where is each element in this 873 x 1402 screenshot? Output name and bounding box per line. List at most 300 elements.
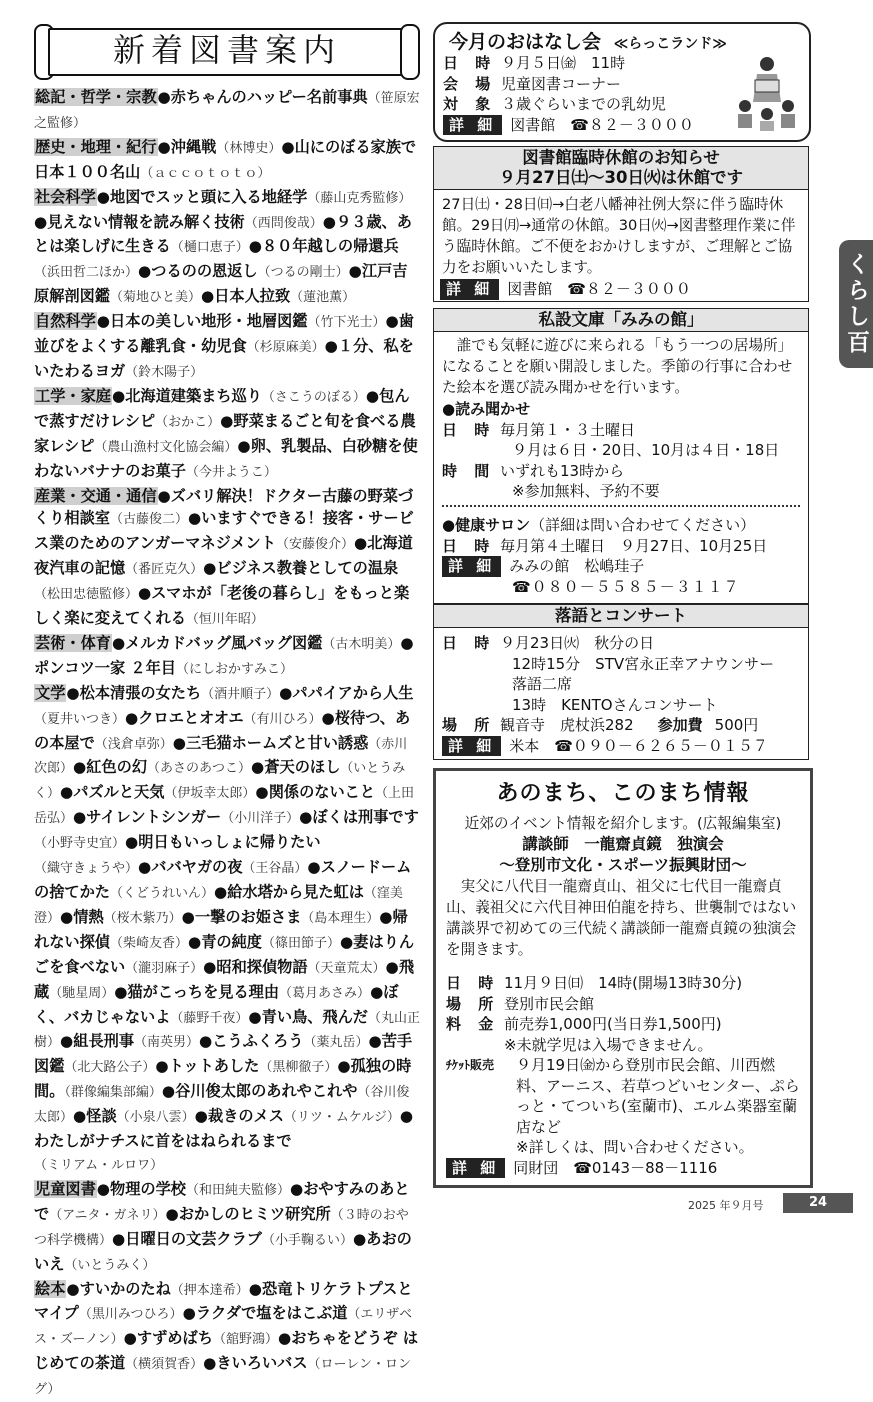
book-title: 物理の学校 bbox=[110, 1180, 186, 1198]
new-books-banner bbox=[34, 22, 420, 80]
category-heading: 絵本 bbox=[34, 1280, 66, 1298]
book-author: （古藤俊二） bbox=[110, 512, 188, 527]
bullet-icon: ● bbox=[158, 487, 171, 505]
bullet-icon: ● bbox=[386, 958, 399, 976]
closure-title: 図書館臨時休館のお知らせ bbox=[434, 148, 808, 168]
book-author: （エリザベス・ズーノン） bbox=[34, 1307, 412, 1347]
book-author: （さこうのぼる） bbox=[262, 390, 366, 405]
bullet-icon: ● bbox=[203, 958, 216, 976]
book-author: （藤山克秀監修） bbox=[307, 191, 411, 206]
book-category bbox=[34, 186, 420, 311]
bullet-icon: ● bbox=[114, 983, 127, 1001]
book-title: ズバリ解決！ドクター古藤の野菜づくり相談室 bbox=[34, 487, 413, 528]
bullet-icon: ● bbox=[368, 1032, 381, 1050]
book-author: （小野寺史宜） bbox=[34, 836, 125, 851]
book-title: 飛蔵 bbox=[34, 958, 414, 1001]
event-detail: 同財団 ☎0143－88－1116 bbox=[513, 1159, 717, 1177]
book-title: おやすみのあとで bbox=[34, 1180, 410, 1223]
book-category bbox=[34, 485, 420, 632]
book-author: （瀧羽麻子） bbox=[125, 961, 203, 976]
rakugo-fee: 500円 bbox=[715, 716, 759, 734]
bullet-icon: ● bbox=[379, 908, 392, 926]
bullet-icon: ● bbox=[255, 783, 268, 801]
bullet-icon: ● bbox=[214, 883, 227, 901]
bullet-icon: ● bbox=[199, 1032, 212, 1050]
bullet-icon: ● bbox=[299, 808, 312, 826]
book-title: ポンコツ一家 ２年目 bbox=[34, 659, 176, 677]
event-fee-note: ※未就学児は入場できません。 bbox=[446, 1035, 802, 1056]
closure-detail-label: 詳 細 bbox=[440, 279, 499, 300]
bullet-icon: ● bbox=[251, 758, 264, 776]
book-author: （樋口恵子） bbox=[171, 240, 249, 255]
bullet-icon: ● bbox=[124, 1329, 137, 1347]
category-heading: 産業・交通・通信 bbox=[34, 487, 158, 505]
book-title: 桜待つ、あの本屋で bbox=[34, 709, 410, 752]
storytime-target-label: 対 象 bbox=[443, 94, 501, 115]
book-title: ババヤガの夜 bbox=[151, 858, 242, 876]
bullet-icon: ● bbox=[66, 1280, 79, 1298]
bullet-icon: ● bbox=[138, 584, 151, 602]
book-title: おかしのヒミツ研究所 bbox=[179, 1205, 331, 1223]
book-title: いますぐできる！接客・サービス業のためのアンガーマネジメント bbox=[34, 509, 414, 552]
book-title: スノードームの捨てかた bbox=[34, 858, 411, 901]
book-author: （安藤俊介） bbox=[276, 537, 354, 552]
reading-title: ●読み聞かせ bbox=[442, 399, 779, 420]
book-author: （篠田節子） bbox=[262, 936, 340, 951]
local-info-title: あのまち、このまち情報 bbox=[436, 777, 810, 811]
book-title: 青の純度 bbox=[201, 933, 262, 951]
book-title: ラクダで塩をはこぶ道 bbox=[196, 1304, 348, 1322]
bullet-icon: ● bbox=[279, 684, 292, 702]
event-sub: ～登別市文化・スポーツ振興財団～ bbox=[436, 855, 810, 876]
book-author: （南英男） bbox=[134, 1035, 199, 1050]
book-author: （つるの剛士） bbox=[258, 265, 349, 280]
book-author: （恒川年昭） bbox=[186, 612, 264, 627]
bullet-icon: ● bbox=[323, 213, 336, 231]
book-author: （葛月あさみ） bbox=[279, 986, 370, 1001]
storytime-subtitle: ≪らっこランド≫ bbox=[614, 36, 727, 52]
book-author: （和田純夫監修） bbox=[186, 1183, 290, 1198]
closure-box bbox=[433, 146, 809, 302]
category-heading: 自然科学 bbox=[34, 312, 97, 330]
mimi-box bbox=[433, 308, 809, 604]
book-author: （上田岳弘） bbox=[34, 786, 414, 826]
book-title: ぼく、バカじゃないよ bbox=[34, 983, 399, 1026]
book-category bbox=[34, 682, 420, 1178]
book-title: 帰れない探偵 bbox=[34, 908, 408, 951]
bullet-icon: ● bbox=[340, 933, 353, 951]
bullet-icon: ● bbox=[155, 1057, 168, 1075]
bullet-icon: ● bbox=[112, 1230, 125, 1248]
mimi-intro: 誰でも気軽に遊びに来られる「もう一つの居場所」になることを願い開設しました。季節の行事に合わせた絵本を選び読み聞かせを行います。 bbox=[442, 335, 802, 398]
mimi-detail-label: 詳 細 bbox=[442, 556, 501, 577]
book-title: すずめばち bbox=[137, 1329, 213, 1347]
book-title: 北海道建築まち巡り bbox=[125, 387, 262, 405]
book-author: （アニタ・ガネリ） bbox=[49, 1208, 165, 1223]
book-title: わたしがナチスに首をはねられるまで bbox=[34, 1132, 292, 1150]
book-title: 関係のないこと bbox=[269, 783, 375, 801]
reading-date-label: 日 時 bbox=[442, 420, 500, 441]
bullet-icon: ● bbox=[220, 412, 233, 430]
bullet-icon: ● bbox=[290, 1180, 303, 1198]
category-heading: 総記・哲学・宗教 bbox=[34, 88, 158, 106]
storytime-box bbox=[433, 22, 811, 142]
book-author: （天童荒太） bbox=[308, 961, 386, 976]
book-title: 一撃のお姫さま bbox=[195, 908, 301, 926]
reading-date: 毎月第１・３土曜日 bbox=[500, 421, 635, 439]
book-author: （王谷晶） bbox=[242, 861, 307, 876]
storytelling-illustration-icon bbox=[735, 54, 797, 132]
bullet-icon: ● bbox=[97, 1180, 110, 1198]
book-category bbox=[34, 632, 420, 682]
storytime-target: ３歳ぐらいまでの乳幼児 bbox=[501, 95, 666, 113]
book-title: クロエとオオエ bbox=[138, 709, 243, 727]
category-heading: 歴史・地理・紀行 bbox=[34, 138, 158, 156]
book-title: 地図でスッと頭に入る地経学 bbox=[110, 188, 307, 206]
book-title: 苦手図鑑 bbox=[34, 1032, 412, 1075]
book-author: （群像編集部編） bbox=[64, 1085, 162, 1100]
book-title: サイレントシンガー bbox=[86, 808, 221, 826]
bullet-icon: ● bbox=[188, 509, 201, 527]
bullet-icon: ● bbox=[34, 213, 47, 231]
book-author: （リツ・ムケルジ） bbox=[284, 1110, 400, 1125]
bullet-icon: ● bbox=[125, 833, 138, 851]
book-author: （いとうみく） bbox=[64, 1258, 155, 1273]
bullet-icon: ● bbox=[60, 783, 73, 801]
category-heading: 芸術・体育 bbox=[34, 634, 112, 652]
mimi-divider bbox=[442, 505, 800, 507]
rakugo-place: 観音寺 虎杖浜282 bbox=[500, 716, 634, 734]
book-title: あおのいえ bbox=[34, 1230, 412, 1273]
book-title: メルカドバッグ風バッグ図鑑 bbox=[125, 634, 322, 652]
book-author: （小泉八雲） bbox=[117, 1110, 195, 1125]
book-author: （浅倉卓弥） bbox=[95, 737, 173, 752]
book-author: （有川ひろ） bbox=[244, 712, 322, 727]
book-title: 日曜日の文芸クラブ bbox=[125, 1230, 262, 1248]
ticket-label: ﾁｹｯﾄ販売 bbox=[446, 1055, 516, 1137]
book-title: 歯並びをよくする離乳食・幼児食 bbox=[34, 312, 414, 355]
local-info-box bbox=[433, 768, 813, 1188]
rakugo-box bbox=[433, 604, 809, 760]
event-place: 登別市民会館 bbox=[504, 995, 594, 1013]
closure-body: 27日㈯・28日㈰→白老八幡神社例大祭に伴う臨時休館。29日㈪→通常の休館。30日㈫→図書整理作業に伴う臨時休館。ご不便をおかけしますが、ご理解とご協力をお願いいたします。 bbox=[442, 194, 802, 278]
bullet-icon: ● bbox=[112, 634, 125, 652]
book-title: 山にのぼる家族で日本１００名山 bbox=[34, 138, 416, 181]
book-author: （番匠克久） bbox=[125, 562, 203, 577]
book-author: （舘野鴻） bbox=[213, 1332, 278, 1347]
reading-note: ※参加無料、予約不要 bbox=[442, 481, 779, 502]
book-author: （赤川次郎） bbox=[34, 737, 407, 777]
book-title: きいろいバス bbox=[216, 1354, 307, 1372]
bullet-icon: ● bbox=[66, 684, 79, 702]
rakugo-fee-label: 参加費 bbox=[658, 716, 703, 734]
bullet-icon: ● bbox=[60, 908, 73, 926]
bullet-icon: ● bbox=[248, 1008, 261, 1026]
book-title: 青い鳥、飛んだ bbox=[262, 1008, 368, 1026]
book-author: （おかこ） bbox=[155, 415, 220, 430]
book-author: （林博史） bbox=[216, 141, 281, 156]
event-date-label: 日 時 bbox=[446, 973, 504, 994]
bullet-icon: ● bbox=[400, 634, 413, 652]
book-title: 情熱 bbox=[73, 908, 103, 926]
category-heading: 文学 bbox=[34, 684, 66, 702]
bullet-icon: ● bbox=[249, 1280, 262, 1298]
rakugo-place-label: 場 所 bbox=[442, 715, 500, 736]
closure-detail: 図書館 ☎８２－３０００ bbox=[507, 280, 691, 298]
book-title: ９３歳、あとは楽しげに生きる bbox=[34, 213, 412, 256]
book-author: （蓮池薫） bbox=[290, 290, 355, 305]
bullet-icon: ● bbox=[203, 559, 216, 577]
salon-note: （詳細は問い合わせてください） bbox=[530, 516, 755, 534]
book-author: （織守きょうや） bbox=[34, 861, 138, 876]
bullet-icon: ● bbox=[97, 312, 110, 330]
book-author: （ローレン・ロング） bbox=[34, 1357, 411, 1397]
bullet-icon: ● bbox=[125, 709, 138, 727]
rakugo-date-label: 日 時 bbox=[442, 633, 500, 654]
book-list bbox=[34, 86, 420, 1402]
book-author: （島本理生） bbox=[301, 911, 379, 926]
bullet-icon: ● bbox=[158, 138, 171, 156]
book-author: （谷川俊太郎） bbox=[34, 1085, 409, 1125]
bullet-icon: ● bbox=[370, 983, 383, 1001]
bullet-icon: ● bbox=[162, 1082, 175, 1100]
book-author: （黒柳徹子） bbox=[259, 1060, 337, 1075]
category-heading: 社会科学 bbox=[34, 188, 97, 206]
salon-date-label: 日 時 bbox=[442, 536, 500, 557]
event-body: 実父に八代目一龍齋貞山、祖父に七代目一龍齋貞山、義祖父に六代目神田伯龍を持ち、世襲制ではない講談界で初めての三代続く講談師一龍齋貞鏡の独演会を開きます。 bbox=[446, 876, 804, 960]
book-author: （今井ようこ） bbox=[186, 465, 277, 480]
ticket-info: ９月19日㈮から登別市民会館、川西燃料、アーニス、若草つどいセンター、ぷらっと・てついち(室蘭市)、エルム楽器室蘭店など bbox=[516, 1055, 802, 1137]
bullet-icon: ● bbox=[203, 1354, 216, 1372]
book-author: （小川洋子） bbox=[221, 811, 299, 826]
bullet-icon: ● bbox=[158, 88, 171, 106]
rakugo-detail: 米本 ☎０９０－６２６５－０１５７ bbox=[509, 737, 768, 755]
bullet-icon: ● bbox=[400, 1107, 413, 1125]
bullet-icon: ● bbox=[97, 188, 110, 206]
storytime-detail-label: 詳 細 bbox=[443, 115, 502, 136]
bullet-icon: ● bbox=[325, 337, 338, 355]
reading-date2: ９月は６日・20日、10月は４日・18日 bbox=[442, 440, 779, 461]
book-author: （竹下光士） bbox=[307, 315, 385, 330]
book-title: 妻はりんごを食べない bbox=[34, 933, 414, 976]
book-title: パズルと天気 bbox=[73, 783, 164, 801]
reading-time: いずれも13時から bbox=[500, 462, 624, 480]
book-author: （薬丸岳） bbox=[303, 1035, 368, 1050]
book-author: （いとうみく） bbox=[34, 761, 405, 801]
bullet-icon: ● bbox=[249, 237, 262, 255]
book-title: ぼくは刑事です bbox=[312, 808, 418, 826]
book-author: （松田忠徳監修） bbox=[34, 587, 138, 602]
storytime-date: ９月５日㈮ 11時 bbox=[501, 54, 625, 72]
page-number: 24 bbox=[783, 1193, 853, 1213]
book-author: （３時のおやつ科学機構） bbox=[34, 1208, 409, 1248]
book-author: （小手鞠るい） bbox=[262, 1233, 353, 1248]
book-author: （桜木紫乃） bbox=[104, 911, 182, 926]
book-author: （西問俊哉） bbox=[245, 216, 323, 231]
reading-time-label: 時 間 bbox=[442, 461, 500, 482]
book-author: （古木明美） bbox=[322, 637, 400, 652]
book-title: おちゃをどうぞ はじめての茶道 bbox=[34, 1329, 418, 1372]
book-title: １分、私をいたわるヨガ bbox=[34, 337, 414, 380]
book-title: 給水塔から見た虹は bbox=[227, 883, 364, 901]
bullet-icon: ● bbox=[278, 1329, 291, 1347]
book-author: （北大路公子） bbox=[64, 1060, 155, 1075]
local-info-intro: 近郊のイベント情報を紹介します。(広報編集室) bbox=[436, 813, 810, 834]
book-category bbox=[34, 1278, 420, 1402]
book-title: 包んで蒸すだけレシピ bbox=[34, 387, 410, 430]
book-author: （夏井いつき） bbox=[34, 712, 125, 727]
book-title: 卵、乳製品、白砂糖を使わないバナナのお菓子 bbox=[34, 437, 418, 480]
bullet-icon: ● bbox=[366, 387, 379, 405]
bullet-icon: ● bbox=[188, 933, 201, 951]
bullet-icon: ● bbox=[322, 709, 335, 727]
storytime-title: 今月のおはなし会 bbox=[449, 31, 601, 53]
bullet-icon: ● bbox=[354, 534, 367, 552]
book-author: （笹原宏之監修） bbox=[34, 91, 420, 131]
book-title: 三毛猫ホームズと甘い誘惑 bbox=[186, 734, 368, 752]
book-author: （にしおかすみこ） bbox=[176, 662, 293, 677]
book-title: 見えない情報を読み解く技術 bbox=[47, 213, 244, 231]
bullet-icon: ● bbox=[182, 908, 195, 926]
bullet-icon: ● bbox=[281, 138, 294, 156]
bullet-icon: ● bbox=[73, 808, 86, 826]
storytime-detail: 図書館 ☎８２－３０００ bbox=[510, 116, 694, 134]
bullet-icon: ● bbox=[173, 734, 186, 752]
bullet-icon: ● bbox=[73, 758, 86, 776]
book-author: （ａｃｃｏｔｏｔｏ） bbox=[140, 166, 270, 181]
mimi-title: 私設文庫「みみの館」 bbox=[434, 309, 808, 332]
book-title: 沖縄戦 bbox=[171, 138, 217, 156]
storytime-place: 児童図書コーナー bbox=[501, 75, 621, 93]
book-author: （押本達希） bbox=[171, 1283, 249, 1298]
book-title: 北海道夜汽車の記憶 bbox=[34, 534, 413, 577]
mimi-detail: みみの館 松嶋珪子 bbox=[509, 557, 644, 575]
book-category bbox=[34, 86, 420, 136]
category-heading: 児童図書 bbox=[34, 1180, 97, 1198]
book-author: （藤野千夜） bbox=[170, 1011, 248, 1026]
book-title: トットあした bbox=[169, 1057, 260, 1075]
book-title: 昭和探偵物語 bbox=[216, 958, 307, 976]
mimi-phone: ☎０８０－５５８５－３１１７ bbox=[442, 577, 767, 598]
closure-subtitle: ９月27日㈯～30日㈫は休館です bbox=[434, 168, 808, 188]
new-books-title: 新着図書案内 bbox=[34, 30, 420, 70]
book-title: ビジネス教養としての温泉 bbox=[216, 559, 398, 577]
book-title: すいかのたね bbox=[80, 1280, 171, 1298]
book-title: 怪談 bbox=[86, 1107, 116, 1125]
book-title: 猫がこっちを見る理由 bbox=[127, 983, 279, 1001]
rakugo-detail-label: 詳 細 bbox=[442, 736, 501, 757]
bullet-icon: ● bbox=[307, 858, 320, 876]
bullet-icon: ● bbox=[195, 1107, 208, 1125]
book-author: （伊坂幸太郎） bbox=[164, 786, 255, 801]
book-title: 紅色の幻 bbox=[86, 758, 147, 776]
rakugo-line4: 13時 KENTOさんコンサート bbox=[442, 695, 774, 716]
book-title: ８０年越しの帰還兵 bbox=[262, 237, 399, 255]
book-title: 恐竜トリケラトプスとマイプ bbox=[34, 1280, 413, 1323]
bullet-icon: ● bbox=[183, 1304, 196, 1322]
side-section-tab: くらし百科 bbox=[839, 240, 873, 368]
book-title: 日本人拉致 bbox=[214, 287, 290, 305]
book-author: （窪美澄） bbox=[34, 886, 403, 926]
bullet-icon: ● bbox=[166, 1205, 179, 1223]
rakugo-line3: 落語二席 bbox=[442, 674, 774, 695]
book-title: パパイアから人生 bbox=[292, 684, 413, 702]
new-books-column bbox=[34, 22, 420, 1192]
book-title: 裁きのメス bbox=[208, 1107, 284, 1125]
bullet-icon: ● bbox=[385, 312, 398, 330]
book-title: スマホが「老後の暮らし」をもっと楽しく楽に変えてくれる bbox=[34, 584, 409, 627]
book-author: （あさのあつこ） bbox=[147, 761, 251, 776]
book-author: （丸山正樹） bbox=[34, 1011, 420, 1051]
book-title: 赤ちゃんのハッピー名前事典 bbox=[171, 88, 368, 106]
book-author: （農山漁村文化協会編） bbox=[94, 440, 237, 455]
bullet-icon: ● bbox=[60, 1032, 73, 1050]
bullet-icon: ● bbox=[349, 262, 362, 280]
book-author: （横須賀香） bbox=[125, 1357, 203, 1372]
book-title: 孤独の時間。 bbox=[34, 1057, 411, 1100]
book-title: 蒼天のほし bbox=[264, 758, 340, 776]
book-author: （杉原麻美） bbox=[247, 340, 325, 355]
book-author: （黒川みつひろ） bbox=[79, 1307, 183, 1322]
event-fee: 前売券1,000円(当日券1,500円) bbox=[504, 1015, 722, 1033]
event-date: 11月９日㈰ 14時(開場13時30分) bbox=[504, 974, 742, 992]
book-title: 野菜まるごと旬を食べる農家レシピ bbox=[34, 412, 416, 455]
rakugo-date: ９月23日㈫ 秋分の日 bbox=[500, 634, 654, 652]
rakugo-line2: 12時15分 STV宮永正幸アナウンサー bbox=[442, 654, 774, 675]
event-place-label: 場 所 bbox=[446, 994, 504, 1015]
storytime-place-label: 会 場 bbox=[443, 74, 501, 95]
book-category bbox=[34, 385, 420, 485]
book-author: （柴崎友香） bbox=[110, 936, 188, 951]
book-author: （くどうれいん） bbox=[110, 886, 214, 901]
book-author: （浜田哲二ほか） bbox=[34, 265, 138, 280]
event-fee-label: 料 金 bbox=[446, 1014, 504, 1035]
book-author: （菊地ひと美） bbox=[110, 290, 201, 305]
storytime-date-label: 日 時 bbox=[443, 53, 501, 74]
book-author: （鈴木陽子） bbox=[125, 365, 203, 380]
bullet-icon: ● bbox=[337, 1057, 350, 1075]
salon-date: 毎月第４土曜日 ９月27日、10月25日 bbox=[500, 537, 767, 555]
book-category bbox=[34, 310, 420, 385]
bullet-icon: ● bbox=[138, 858, 151, 876]
book-category bbox=[34, 1178, 420, 1278]
footer-issue: 2025 年９月号 bbox=[688, 1197, 764, 1213]
bullet-icon: ● bbox=[353, 1230, 366, 1248]
book-title: 江戸吉原解剖図鑑 bbox=[34, 262, 407, 305]
book-title: 日本の美しい地形・地層図鑑 bbox=[110, 312, 307, 330]
book-author: （馳星周） bbox=[49, 986, 114, 1001]
bullet-icon: ● bbox=[201, 287, 214, 305]
book-title: 組長刑事 bbox=[73, 1032, 134, 1050]
salon-title: ●健康サロン bbox=[442, 516, 530, 534]
bullet-icon: ● bbox=[73, 1107, 86, 1125]
category-heading: 工学・家庭 bbox=[34, 387, 112, 405]
book-title: 谷川俊太郎のあれやこれや bbox=[175, 1082, 357, 1100]
book-title: こうふくろう bbox=[212, 1032, 303, 1050]
event-title: 講談師 一龍齋貞鏡 独演会 bbox=[436, 834, 810, 855]
book-category bbox=[34, 136, 420, 186]
rakugo-title: 落語とコンサート bbox=[434, 605, 808, 628]
book-title: 明日もいっしょに帰りたい bbox=[138, 833, 320, 851]
bullet-icon: ● bbox=[112, 387, 125, 405]
book-author: （ミリアム・ルロワ） bbox=[34, 1158, 163, 1173]
book-title: つるのの恩返し bbox=[151, 262, 257, 280]
ticket-note: ※詳しくは、問い合わせください。 bbox=[446, 1137, 802, 1158]
bullet-icon: ● bbox=[237, 437, 250, 455]
bullet-icon: ● bbox=[138, 262, 151, 280]
book-title: 松本清張の女たち bbox=[80, 684, 202, 702]
event-detail-label: 詳 細 bbox=[446, 1158, 505, 1179]
